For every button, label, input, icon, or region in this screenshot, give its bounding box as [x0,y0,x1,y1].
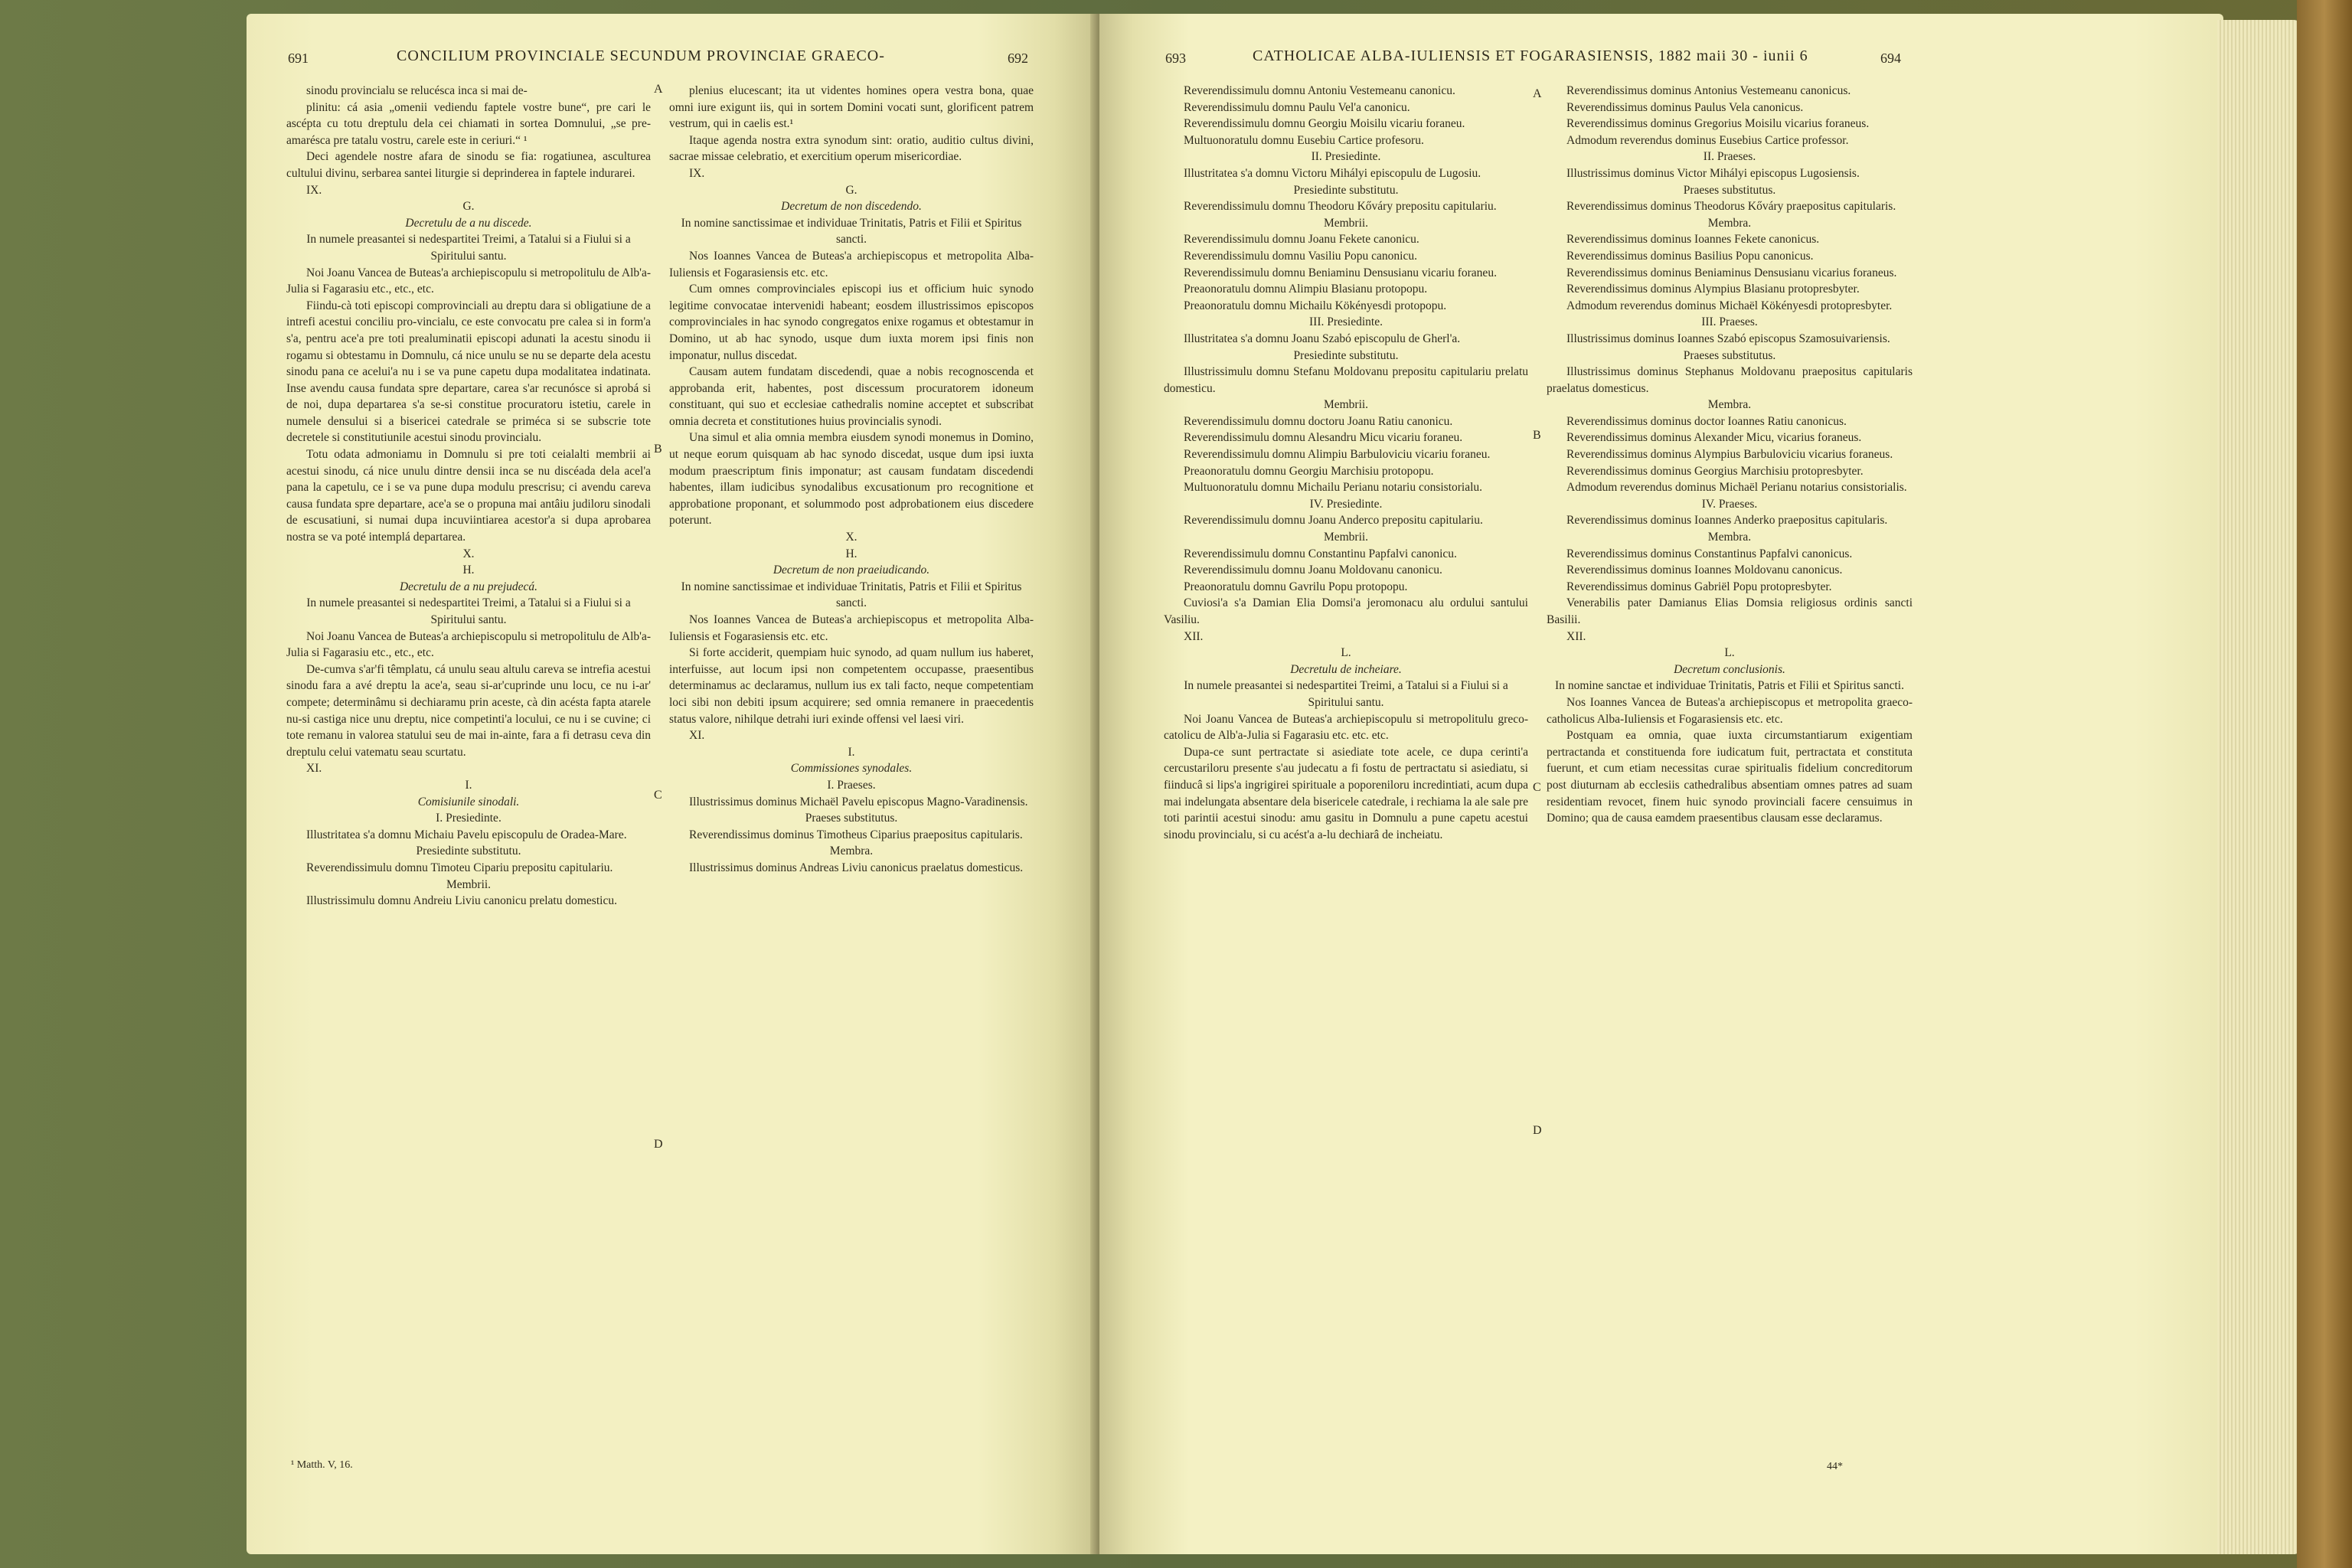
section-heading: X. [845,531,858,544]
paragraph: Cuviosi'a s'a Damian Elia Domsi'a jeromonacu alu ordului santului Vasiliu. [1164,596,1528,626]
section-heading: II. Praeses. [1703,150,1756,164]
paragraph: Deci agendele nostre afara de sinodu se fia: rogatiunea, asculturea cultului divinu, serbarea santei liturgie si deprinderea in faptele indurarei. [286,150,651,180]
paragraph: Illustrissimulu domnu Stefanu Moldovanu prepositu capitulariu prelatu domesticu. [1164,365,1528,395]
paragraph: Reverendissimus dominus Ioannes Moldovanu canonicus. [1566,564,1843,577]
paragraph: Reverendissimulu domnu Antoniu Vestemeanu canonicu. [1184,84,1455,97]
paragraph: Postquam ea omnia, quae iuxta circumstantiarum exigentiam pertractanda et constituenda fore iudicatum fuit, pertractata et constituta fuerunt, et cum etiam necessitas curae spiritualis fidelium concreditorum post diuturnam ab ecclesiis cathedralibus absentiam omnes patres ad suam residentiam revocet, finem huic synodo provinciali facere censuimus in Domino; qua de causa eamdem praesentibus clausam esse declaramus. [1547,729,1913,825]
paragraph: XII. [1566,629,1586,643]
section-title: Decretum de non praeiudicando. [773,564,930,577]
latin-column [1547,83,1913,827]
page-number: 693 [1165,51,1186,66]
paragraph: Preaonoratulu domnu Alimpiu Blasianu protopopu. [1184,283,1428,296]
paragraph: Noi Joanu Vancea de Buteas'a archiepiscopulu si metropolitulu de Alb'a-Julia si Fagarasiu etc., etc., etc. [286,629,651,660]
section-heading: In numele preasantei si nedespartitei Treimi, a Tatalui si a Fiului si a Spiritului santu. [306,596,631,626]
section-title: Decretum conclusionis. [1674,662,1785,676]
paragraph: Admodum reverendus dominus Eusebius Cartice professor. [1566,133,1849,147]
paragraph: Illustrissimulu domnu Andreiu Liviu canonicu prelatu domesticu. [306,894,617,908]
paragraph: Illustritatea s'a domnu Victoru Mihályi episcopulu de Lugosiu. [1184,166,1481,180]
running-head: CONCILIUM PROVINCIALE SECUNDUM PROVINCIAE GRAECO- [397,47,885,64]
paragraph: Si forte acciderit, quempiam huic synodo, ad quam nullum ius haberet, interfuisse, aut locum ipsi non competentem occupasse, praesentibus determinamus ac declaramus, nullum ius ex tali facto, neque competentiam loci sibi non debiti ipsum acquirere; sed omnia remanere in praecedentis status valore, nihilque detrahi iuri exinde offensi vel laesi viri. [669,646,1034,726]
paragraph: sinodu provincialu se relucésca inca si mai de- [306,84,528,97]
section-heading: L. [1724,646,1735,660]
paragraph: Preaonoratulu domnu Georgiu Marchisiu protopopu. [1184,464,1434,478]
paragraph: Admodum reverendus dominus Michaël Kökényesdi protopresbyter. [1566,299,1893,312]
left-page [247,14,1096,1554]
paragraph: Illustritatea s'a domnu Michaiu Pavelu episcopulu de Oradea-Mare. [306,828,627,841]
paragraph: Reverendissimus dominus Gabriël Popu protopresbyter. [1566,580,1832,593]
section-heading: Membra. [1707,216,1752,230]
paragraph: IX. [689,166,705,180]
paragraph: Reverendissimulu domnu Constantinu Papfalvi canonicu. [1184,547,1457,560]
paragraph: Reverendissimulu domnu Georgiu Moisilu vicariu foraneu. [1184,117,1465,131]
paragraph: Reverendissimus dominus Beniaminus Densusianu vicarius foraneus. [1566,266,1897,279]
section-heading: IV. Praeses. [1701,497,1758,511]
page-number: 694 [1880,51,1901,66]
section-heading: Membra. [829,844,874,858]
page-edges [2217,20,2301,1554]
margin-marker: C [1533,781,1541,794]
section-heading: Membrii. [1323,398,1369,412]
paragraph: Nos Ioannes Vancea de Buteas'a archiepiscopus et metropolita Alba-Iuliensis et Fogarasiensis etc. etc. [669,249,1034,279]
section-title: Commissiones synodales. [790,762,913,776]
paragraph: Reverendissimus dominus Timotheus Ciparius praepositus capitularis. [689,828,1023,841]
section-heading: H. [845,547,858,560]
margin-marker: D [1533,1124,1542,1137]
section-heading: L. [1341,646,1351,660]
paragraph: Reverendissimus dominus Alympius Blasianu protopresbyter. [1566,283,1860,296]
paragraph: Multuonoratulu domnu Eusebiu Cartice profesoru. [1184,133,1424,147]
paragraph: Reverendissimus dominus Ioannes Anderko praepositus capitularis. [1566,514,1888,528]
paragraph: XI. [306,762,322,776]
paragraph: Nos Ioannes Vancea de Buteas'a archiepiscopus et metropolita Alba-Iuliensis et Fogarasiensis etc. etc. [669,613,1034,643]
paragraph: Noi Joanu Vancea de Buteas'a archiepiscopulu si metropolitulu de Alb'a-Julia si Fagarasiu etc., etc., etc. [286,266,651,296]
section-heading: Membrii. [1323,531,1369,544]
paragraph: Reverendissimulu domnu Theodoru Kőváry prepositu capitulariu. [1184,200,1497,214]
paragraph: Causam autem fundatam discedendi, quae a nobis recognoscenda et approbanda erit, habentes, post discessum procuratorem idoneum constituant, qui suo et ecclesiae cathedralis nomine acceptet et subscribat omnia decreta et constitutiones huius provincialis synodi. [669,365,1034,428]
page-number: 691 [288,51,309,66]
paragraph: Totu odata admoniamu in Domnulu si pre toti ceialalti membrii ai acestui sinodu, cá nice unulu dintre densii inca se nu discéada dela acel'a pana la capetulu, ce i se va pune dupa modulu prescrisu; ci avendu careva causa fundata spre departare, ace'a se o propuna mai antâiu judiloru sinodali de escusatiuni, si numai dupa incuviintiarea acestor'a si dupa aprobarea nostra se va poté intemplá departarea. [286,448,651,544]
paragraph: Reverendissimulu domnu Joanu Fekete canonicu. [1184,233,1419,247]
section-heading: Praeses substitutus. [805,812,898,825]
paragraph: Multuonoratulu domnu Michailu Perianu notariu consistorialu. [1184,481,1483,495]
paragraph: Reverendissimus dominus Alexander Micu, vicarius foraneus. [1566,431,1862,445]
romanian-column [286,83,651,910]
section-heading: I. Praeses. [827,778,876,792]
section-heading: In nomine sanctissimae et individuae Trinitatis, Patris et Filii et Spiritus sancti. [681,580,1022,610]
paragraph: Nos Ioannes Vancea de Buteas'a archiepiscopus et metropolita graeco-catholicus Alba-Iuliensis et Fogarasiensis etc. etc. [1547,695,1913,726]
paragraph: Reverendissimus dominus Basilius Popu canonicus. [1566,249,1814,263]
paragraph: Reverendissimus dominus Theodorus Kőváry praepositus capitularis. [1566,200,1896,214]
section-heading: I. [465,778,472,792]
footnote: ¹ Matth. V, 16. [291,1459,353,1471]
section-title: Decretum de non discedendo. [781,200,922,214]
paragraph: Illustritatea s'a domnu Joanu Szabó episcopulu de Gherl'a. [1184,332,1461,345]
paragraph: De-cumva s'ar'fi têmplatu, cá unulu seau altulu careva se intrefia acestui sinodu fara a avé dreptu la ace'a, seau si-ar'cuprinde unu locu, ce nu i-ar' compete; determinâmu si dechiaramu prin aceste, cà din acésta fapta atarele nu-si castiga nice unu dreptu, nice competinti'a locului, ce nu i se cuvine; ci tote remanu in valorea statului seu de mai in-ainte, fara a fi detrasu ceva din dreptulu celui vatematu seau scurtatu. [286,662,651,759]
paragraph: Illustrissimus dominus Victor Mihályi episcopus Lugosiensis. [1566,166,1860,180]
section-heading: I. [848,745,855,759]
section-heading: In numele preasantei si nedespartitei Treimi, a Tatalui si a Fiului si a Spiritului santu. [1184,679,1508,709]
section-heading: X. [462,547,475,560]
section-heading: In numele preasantei si nedespartitei Treimi, a Tatalui si a Fiului si a Spiritului santu. [306,233,631,263]
paragraph: XI. [689,729,705,743]
paragraph: Cum omnes comprovinciales episcopi ius et officium huic synodo legitime convocatae intervenidi habeant; eosdem illustrissimos episcopos comprovinciales in hac synodo congregatos enixe rogamus et obtestamur in Domino, ut ab hac synodo, usque dum iuxta morem ipsi finis non imponatur, nullus discedat. [669,283,1034,362]
section-heading: G. [462,200,475,214]
section-heading: Praeses substitutus. [1683,348,1776,362]
paragraph: Reverendissimus dominus Georgius Marchisiu protopresbyter. [1566,464,1864,478]
margin-marker: A [1533,87,1542,100]
latin-column [669,83,1034,877]
paragraph: XII. [1184,629,1204,643]
section-heading: I. Presiedinte. [436,812,501,825]
page-number: 692 [1008,51,1028,66]
running-head: CATHOLICAE ALBA-IULIENSIS ET FOGARASIENSIS, 1882 maii 30 - iunii 6 [1253,47,1808,64]
section-title: Decretulu de incheiare. [1290,662,1402,676]
paragraph: Reverendissimulu domnu Beniaminu Densusianu vicariu foraneu. [1184,266,1497,279]
paragraph: Reverendissimus dominus Constantinus Papfalvi canonicus. [1566,547,1853,560]
paragraph: Reverendissimus dominus Gregorius Moisilu vicarius foraneus. [1566,117,1870,131]
section-heading: Praeses substitutus. [1683,183,1776,197]
section-heading: In nomine sanctae et individuae Trinitatis, Patris et Filii et Spiritus sancti. [1555,679,1904,693]
margin-marker: C [654,789,662,802]
paragraph: Reverendissimulu domnu Alimpiu Barbuloviciu vicariu foraneu. [1184,448,1491,462]
paragraph: Reverendissimulu domnu Paulu Vel'a canonicu. [1184,100,1410,114]
paragraph: Reverendissimus dominus Antonius Vestemeanu canonicus. [1566,84,1851,97]
margin-marker: A [654,83,663,96]
margin-marker: B [654,443,662,456]
paragraph: Noi Joanu Vancea de Buteas'a archiepiscopulu si metropolitulu greco-catolicu de Alb'a-Julia si Fagarasiu etc. etc. etc. [1164,712,1528,743]
paragraph: Reverendissimus dominus doctor Ioannes Ratiu canonicus. [1566,414,1847,428]
section-title: Comisiunile sinodali. [417,795,520,808]
section-heading: Presiedinte substitutu. [1293,348,1399,362]
paragraph: Illustrissimus dominus Andreas Liviu canonicus praelatus domesticus. [689,861,1024,874]
paragraph: Preaonoratulu domnu Michailu Kökényesdi protopopu. [1184,299,1447,312]
romanian-column [1164,83,1528,843]
section-heading: Membra. [1707,531,1752,544]
paragraph: Reverendissimus dominus Ioannes Fekete canonicus. [1566,233,1820,247]
paragraph: Illustrissimus dominus Stephanus Moldovanu praepositus capitularis praelatus domesticus. [1547,365,1913,395]
paragraph: Reverendissimulu domnu Timoteu Cipariu prepositu capitulariu. [306,861,613,874]
paragraph: Reverendissimulu domnu Alesandru Micu vicariu foraneu. [1184,431,1463,445]
paragraph: Reverendissimulu domnu doctoru Joanu Ratiu canonicu. [1184,414,1453,428]
margin-marker: B [1533,429,1541,442]
paragraph: plenius elucescant; ita ut videntes homines opera vestra bona, quae omni iure exigunt iis, qui in sortem Domini vocati sunt, glorificent patrem vestrum, qui in caelis est.¹ [669,84,1034,131]
section-heading: Membrii. [1323,216,1369,230]
section-heading: Presiedinte substitutu. [416,844,521,858]
section-title: Decretulu de a nu prejudecá. [399,580,538,593]
paragraph: Admodum reverendus dominus Michaël Perianu notarius consistorialis. [1566,481,1907,495]
section-heading: In nomine sanctissimae et individuae Trinitatis, Patris et Filii et Spiritus sancti. [681,216,1022,247]
paragraph: Illustrissimus dominus Michaël Pavelu episcopus Magno-Varadinensis. [689,795,1028,808]
section-heading: Membrii. [446,877,492,891]
paragraph: Reverendissimus dominus Paulus Vela canonicus. [1566,100,1804,114]
section-title: Decretulu de a nu discede. [405,216,532,230]
section-heading: Membra. [1707,398,1752,412]
section-heading: G. [845,183,858,197]
paragraph: Una simul et alia omnia membra eiusdem synodi monemus in Domino, ut neque eorum quisquam ab hac synodo discedat, usque dum ipsi iuxta modum praescriptum finis imponatur; ast causam fundatam discedendi habentes, illam iudicibus synodalibus excusationum pro recognitione et approbatione proponant, et solummodo post adprobationem eius discedere poterunt. [669,431,1034,528]
section-heading: III. Praeses. [1701,315,1758,329]
paragraph: Venerabilis pater Damianus Elias Domsia religiosus ordinis sancti Basilii. [1547,596,1913,626]
section-heading: III. Presiedinte. [1309,315,1383,329]
signature-mark: 44* [1827,1461,1843,1472]
paragraph: plinitu: cá asia „omenii vediendu faptele vostre bune“, pre cari le ascépta cu totu dreptulu dela cei chiamati in sortea Domnului, „se pre-amarésca pre tatalu vostru, carele este in ceriuri.“ ¹ [286,100,651,147]
margin-marker: D [654,1138,663,1151]
paragraph: IX. [306,183,322,197]
paragraph: Fiindu-cà toti episcopi comprovinciali au dreptu dara si obligatiune de a intrefi acestui conciliu pro-vincialu, ce este convocatu pre calea si in form'a s'a, pentru ace'a pre toti prealuminatii episcopi adunati la acestu sinodu ii rogamu si obtestamu in Domnulu, cá nice unulu se nu se departe dela acestu sinodu pana ce acelui'a nu i se va pune capetu dupa modalitatea indatinata. Inse avendu causa fundata spre departare, carea s'ar recunósce si aprobá si de noi, dupa departarea s'a se-si constitue procuratoru istetiu, carele in numele densului si a bisericei catedrale se priméca si se subscrie tote decretele si constitutiunile acestui sinodu provincialu. [286,299,651,445]
section-heading: II. Presiedinte. [1311,150,1381,164]
paragraph: Reverendissimulu domnu Joanu Anderco prepositu capitulariu. [1184,514,1483,528]
paragraph: Reverendissimulu domnu Joanu Moldovanu canonicu. [1184,564,1442,577]
paragraph: Dupa-ce sunt pertractate si asiediate tote acele, ce dupa cerinti'a cercustariloru presente s'au judecatu a fi fostu de pertractatu si asiediatu, si fiinducâ si lips'a ingrigirei spirituale a poporeniloru incredintiati, acum dupa mai indelungata absentare dela bisericele catedrale, i rechiama la ale sale pre toti parintii acestui sinodu: amu gasitu in Domnulu a pune capetu acestui sinodu provincialu, si cu acést'a a-lu dechiarâ de incheiatu. [1164,745,1528,841]
paragraph: Reverendissimulu domnu Vasiliu Popu canonicu. [1184,249,1417,263]
right-page [1099,14,2223,1554]
paragraph: Preaonoratulu domnu Gavrilu Popu protopopu. [1184,580,1408,593]
section-heading: H. [462,564,475,577]
section-heading: Presiedinte substitutu. [1293,183,1399,197]
paragraph: Itaque agenda nostra extra synodum sint: oratio, auditio cultus divini, sacrae missae celebratio, et exercitium operum misericordiae. [669,133,1034,164]
section-heading: IV. Presiedinte. [1309,497,1383,511]
paragraph: Illustrissimus dominus Ioannes Szabó episcopus Szamosuivariensis. [1566,332,1890,345]
paragraph: Reverendissimus dominus Alympius Barbuloviciu vicarius foraneus. [1566,448,1893,462]
book-binding [2297,0,2352,1568]
